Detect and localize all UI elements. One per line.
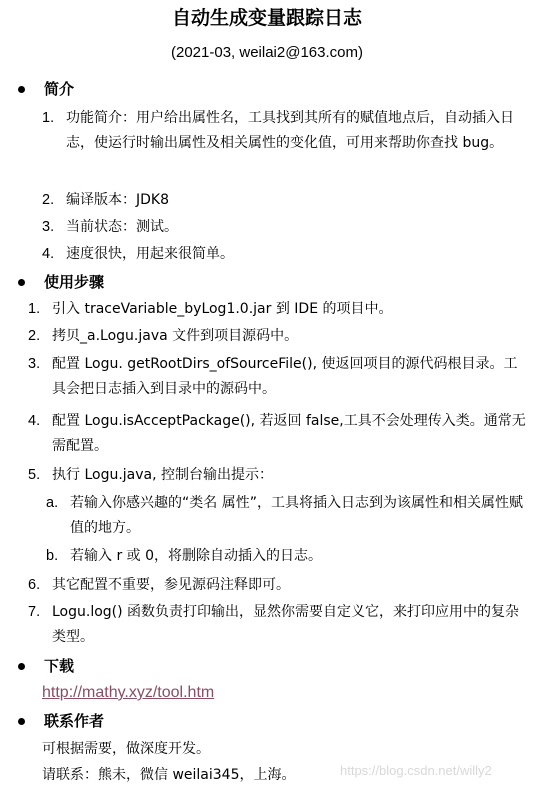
item-letter: a. xyxy=(46,495,59,511)
item-text: 功能简介：用户给出属性名，工具找到其所有的赋值地点后，自动插入日志，使运行时输出属性及相关属性的变化值，可用来帮助你查找 bug。 xyxy=(66,110,514,151)
sub-list-item xyxy=(46,544,528,568)
item-text: 编译版本：JDK8 xyxy=(66,192,169,208)
item-text: 当前状态：测试。 xyxy=(66,219,178,235)
item-number: 4. xyxy=(42,246,55,262)
page-title: 自动生成变量跟踪日志 xyxy=(171,7,362,29)
contact-line-2: 请联系：熊未，微信 weilai345，上海。 xyxy=(42,767,296,783)
item-text: 若输入你感兴趣的“类名 属性”，工具将插入日志到为该属性和相关属性赋值的地方。 xyxy=(70,495,523,536)
item-text: 若输入 r 或 0，将删除自动插入的日志。 xyxy=(70,548,323,564)
sub-list-item xyxy=(46,491,528,541)
bullet-icon xyxy=(18,279,25,286)
item-number: 7. xyxy=(28,604,41,620)
list-item xyxy=(28,297,528,321)
section-label: 联系作者 xyxy=(44,712,105,730)
item-letter: b. xyxy=(46,548,59,564)
list-item xyxy=(28,324,528,348)
item-text: 速度很快，用起来很简单。 xyxy=(66,246,234,262)
item-number: 5. xyxy=(28,467,41,483)
section-steps-header xyxy=(14,270,104,294)
item-number: 1. xyxy=(42,110,55,126)
item-number: 2. xyxy=(42,192,55,208)
item-number: 1. xyxy=(28,301,41,317)
list-item xyxy=(28,573,528,597)
list-item xyxy=(28,463,528,487)
section-label: 使用步骤 xyxy=(44,273,105,291)
watermark: https://blog.csdn.net/willy2 xyxy=(340,763,492,778)
page-subtitle: (2021-03, weilai2@163.com) xyxy=(171,44,363,61)
item-number: 3. xyxy=(42,219,55,235)
item-text: 拷贝_a.Logu.java 文件到项目源码中。 xyxy=(52,328,299,344)
section-label: 简介 xyxy=(44,80,75,98)
item-text: Logu.log() 函数负责打印输出，显然你需要自定义它，来打印应用中的复杂类型。 xyxy=(52,604,520,645)
list-item xyxy=(42,215,528,239)
item-number: 4. xyxy=(28,413,41,429)
bullet-icon xyxy=(18,86,25,93)
item-number: 3. xyxy=(28,356,41,372)
section-download-header xyxy=(14,654,74,678)
item-text: 配置 Logu.isAcceptPackage(), 若返回 false,工具不会处理传入类。通常无需配置。 xyxy=(52,413,526,454)
item-number: 6. xyxy=(28,577,41,593)
item-text: 执行 Logu.java, 控制台输出提示： xyxy=(52,467,274,483)
list-item xyxy=(42,106,528,180)
item-text: 配置 Logu. getRootDirs_ofSourceFile(), 使返回项目的源代码根目录。工具会把日志插入到目录中的源码中。 xyxy=(52,356,518,397)
bullet-icon xyxy=(18,663,25,670)
list-item xyxy=(28,600,528,650)
list-item xyxy=(42,188,528,212)
bullet-icon xyxy=(18,718,25,725)
section-contact-header xyxy=(14,709,104,733)
item-text: 其它配置不重要，参见源码注释即可。 xyxy=(52,577,290,593)
item-text: 引入 traceVariable_byLog1.0.jar 到 IDE 的项目中。 xyxy=(52,301,393,317)
item-number: 2. xyxy=(28,328,41,344)
list-item xyxy=(28,409,528,459)
list-item xyxy=(28,352,528,402)
contact-line-1: 可根据需要，做深度开发。 xyxy=(42,741,210,757)
section-intro-header xyxy=(14,77,74,101)
list-item xyxy=(42,242,528,266)
download-link[interactable]: http://mathy.xyz/tool.htm xyxy=(42,684,215,701)
section-label: 下载 xyxy=(44,657,75,675)
